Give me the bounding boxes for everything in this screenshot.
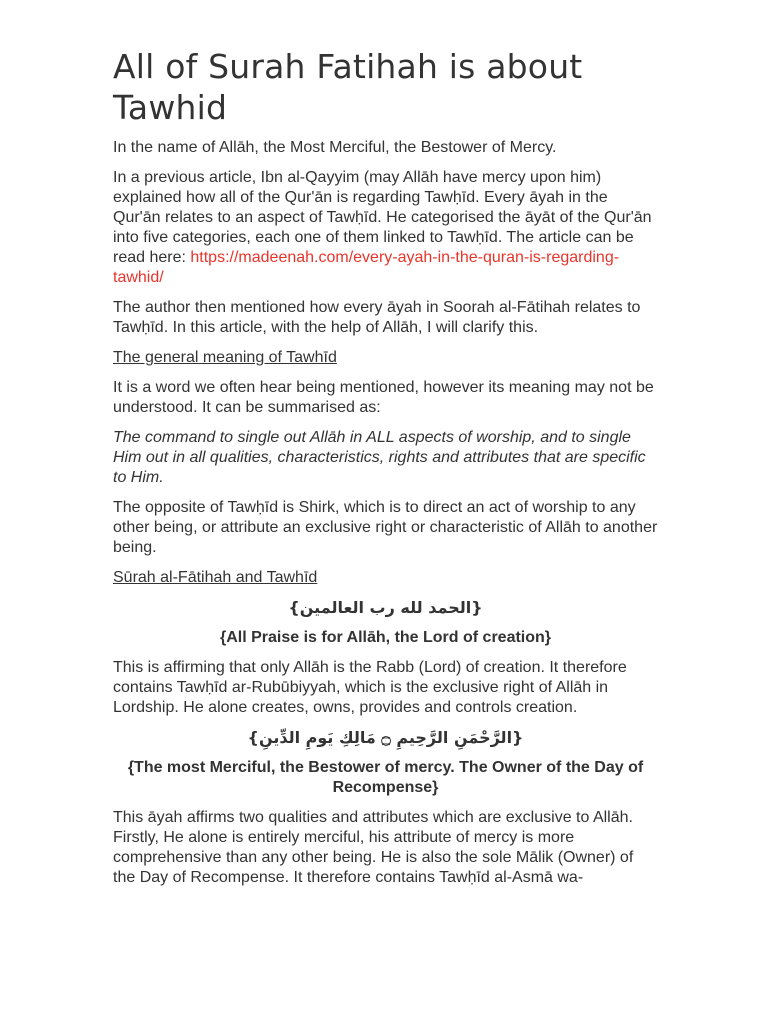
page-title: All of Surah Fatihah is about Tawhid xyxy=(113,47,583,127)
author-paragraph: The author then mentioned how every āyah in Soorah al-Fātihah relates to Tawḥīd. In this article, with the help of Allāh, I will clarify this. xyxy=(113,299,641,336)
previous-article-text: In a previous article, Ibn al-Qayyim (may Allāh have mercy upon him) explained how all of the Qur'ān is regarding Tawḥīd. Every āyah in the Qur'ān relates to an aspect of Tawḥīd. He categorised the āyāt of the Qur'ān into five categories, each one of them linked to Tawḥīd. The article can be read here: xyxy=(113,169,652,266)
shirk-paragraph: The opposite of Tawḥīd is Shirk, which is to direct an act of worship to any other being, or attribute an exclusive right or characteristic of Allāh to another being. xyxy=(113,499,658,556)
verse2-arabic: {الرَّحْمَنِ الرَّحِيمِ ۝ مَالِكِ يَومِ الدِّينِ} xyxy=(247,728,524,747)
verse1-translation: {All Praise is for Allāh, the Lord of creation} xyxy=(219,629,552,646)
verse2-translation: {The most Merciful, the Bestower of mercy. The Owner of the Day of Recompense} xyxy=(127,759,644,796)
verse1-arabic: {الحمد لله رب العالمين} xyxy=(288,598,483,617)
article-link[interactable]: https://madeenah.com/every-ayah-in-the-quran-is-regarding-tawhid/ xyxy=(113,249,620,286)
intro-paragraph: In the name of Allāh, the Most Merciful, the Bestower of Mercy. xyxy=(113,139,557,156)
surah-fatihah-heading: Sūrah al-Fātihah and Tawhīd xyxy=(113,569,318,586)
summary-intro-paragraph: It is a word we often hear being mentioned, however its meaning may not be understood. It can be summarised as: xyxy=(113,379,654,416)
previous-article-paragraph xyxy=(113,168,658,288)
asma-paragraph: This āyah affirms two qualities and attributes which are exclusive to Allāh. Firstly, He alone is entirely merciful, his attribute of mercy is more comprehensive than any other being. He is also the sole Mālik (Owner) of the Day of Recompense. It therefore contains Tawḥīd al-Asmā wa- xyxy=(113,809,634,886)
general-meaning-heading: The general meaning of Tawhīd xyxy=(113,349,337,366)
article xyxy=(113,46,658,898)
rububiyyah-paragraph: This is affirming that only Allāh is the Rabb (Lord) of creation. It therefore contains Tawḥīd ar-Rubūbiyyah, which is the exclusive right of Allāh in Lordship. He alone creates, owns, provides and controls creation. xyxy=(113,659,627,716)
tawhid-definition: The command to single out Allāh in ALL aspects of worship, and to single Him out in all qualities, characteristics, rights and attributes that are specific to Him. xyxy=(113,429,646,486)
